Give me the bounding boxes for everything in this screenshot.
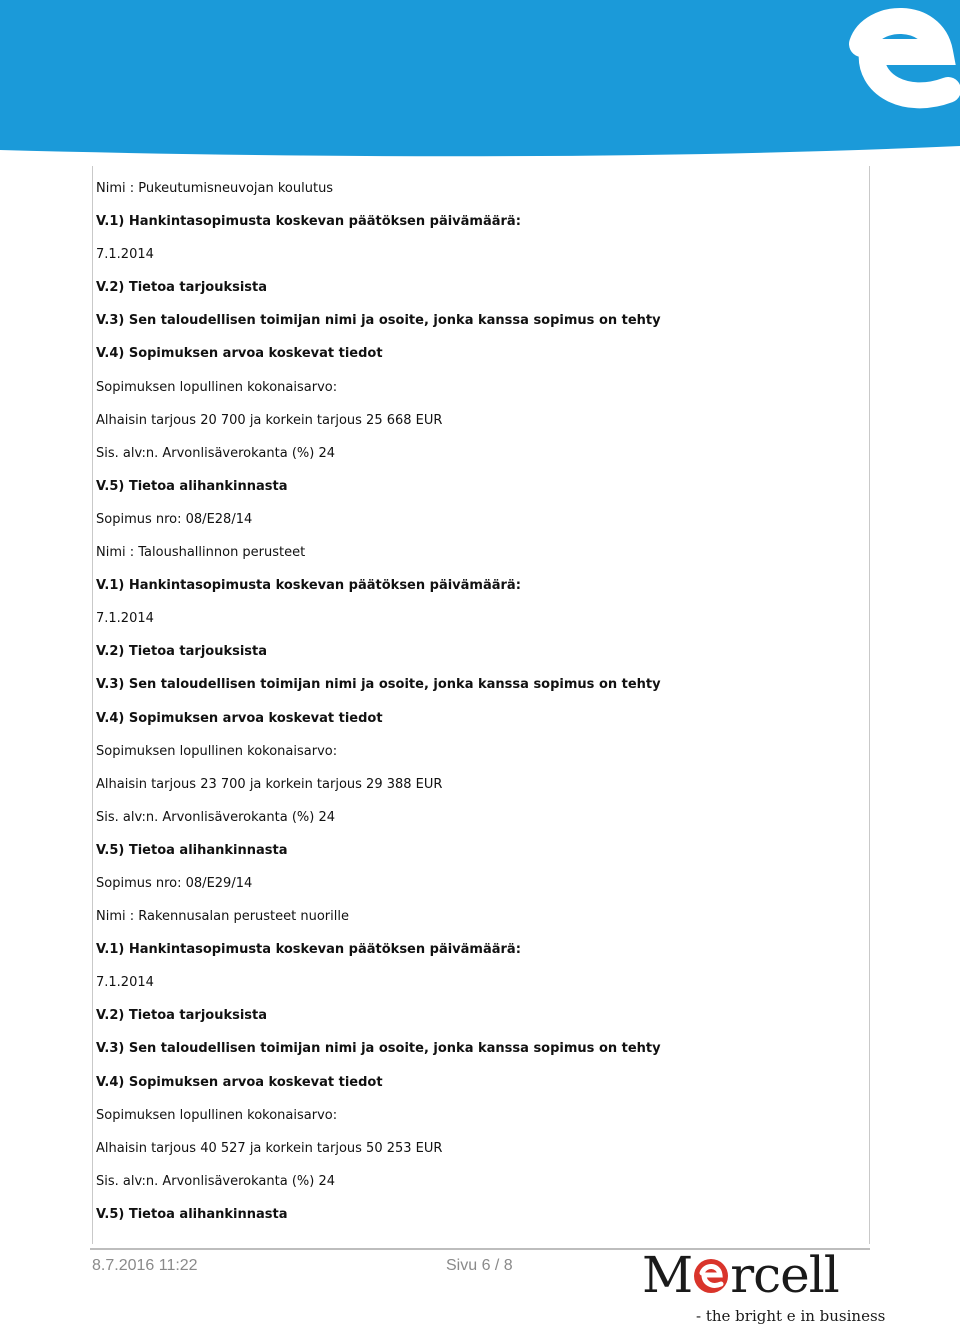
section-heading: V.1) Hankintasopimusta koskevan päätöksen päivämäärä: xyxy=(96,578,521,594)
header-e-icon xyxy=(0,0,960,160)
logo-tagline: - the bright e in business xyxy=(696,1307,886,1325)
text-line: Nimi : Rakennusalan perusteet nuorille xyxy=(96,909,349,925)
section-heading: V.4) Sopimuksen arvoa koskevat tiedot xyxy=(96,710,383,726)
text-line: Alhaisin tarjous 23 700 ja korkein tarjous 29 388 EUR xyxy=(96,776,443,792)
section-heading: V.2) Tietoa tarjouksista xyxy=(96,1008,268,1024)
section-heading: V.5) Tietoa alihankinnasta xyxy=(96,1206,288,1222)
text-line: Nimi : Pukeutumisneuvojan koulutus xyxy=(96,181,334,196)
text-line: Sopimus nro: 08/E29/14 xyxy=(96,875,253,891)
logo-wordmark-end: rcell xyxy=(730,1246,839,1304)
text-line: Sopimuksen lopullinen kokonaisarvo: xyxy=(96,1107,338,1123)
text-line: 7.1.2014 xyxy=(96,247,154,263)
section-heading: V.2) Tietoa tarjouksista xyxy=(96,280,268,296)
header-band xyxy=(0,0,960,160)
section-heading: V.4) Sopimuksen arvoa koskevat tiedot xyxy=(96,1074,383,1090)
text-line: 7.1.2014 xyxy=(96,975,154,991)
section-heading: V.4) Sopimuksen arvoa koskevat tiedot xyxy=(96,346,383,362)
text-line: Sis. alv:n. Arvonlisäverokanta (%) 24 xyxy=(96,809,336,825)
document-body xyxy=(96,172,856,1231)
logo-wordmark-start: M xyxy=(642,1246,693,1304)
section-heading: V.3) Sen taloudellisen toimijan nimi ja osoite, jonka kanssa sopimus on tehty xyxy=(96,313,661,329)
text-line: Sis. alv:n. Arvonlisäverokanta (%) 24 xyxy=(96,1173,336,1189)
section-heading: V.1) Hankintasopimusta koskevan päätöksen päivämäärä: xyxy=(96,942,521,958)
text-line: Sis. alv:n. Arvonlisäverokanta (%) 24 xyxy=(96,445,336,461)
page-number: Sivu 6 / 8 xyxy=(446,1257,513,1274)
text-line: Alhaisin tarjous 40 527 ja korkein tarjous 50 253 EUR xyxy=(96,1140,443,1156)
logo-wordmark xyxy=(642,1246,839,1304)
print-datetime: 8.7.2016 11:22 xyxy=(92,1257,198,1274)
text-line: Sopimus nro: 08/E28/14 xyxy=(96,511,253,527)
e-swoosh-icon xyxy=(693,1248,729,1284)
section-heading: V.5) Tietoa alihankinnasta xyxy=(96,478,288,494)
section-heading: V.2) Tietoa tarjouksista xyxy=(96,644,268,660)
section-heading: V.3) Sen taloudellisen toimijan nimi ja osoite, jonka kanssa sopimus on tehty xyxy=(96,677,661,693)
text-line: Nimi : Taloushallinnon perusteet xyxy=(96,545,306,561)
text-line: Sopimuksen lopullinen kokonaisarvo: xyxy=(96,743,338,759)
section-heading: V.5) Tietoa alihankinnasta xyxy=(96,842,288,858)
text-line: Sopimuksen lopullinen kokonaisarvo: xyxy=(96,379,338,395)
section-heading: V.1) Hankintasopimusta koskevan päätöksen päivämäärä: xyxy=(96,214,521,230)
marcell-logo xyxy=(642,1246,886,1328)
text-line: Alhaisin tarjous 20 700 ja korkein tarjous 25 668 EUR xyxy=(96,412,443,428)
section-heading: V.3) Sen taloudellisen toimijan nimi ja osoite, jonka kanssa sopimus on tehty xyxy=(96,1041,661,1057)
text-line: 7.1.2014 xyxy=(96,611,154,627)
